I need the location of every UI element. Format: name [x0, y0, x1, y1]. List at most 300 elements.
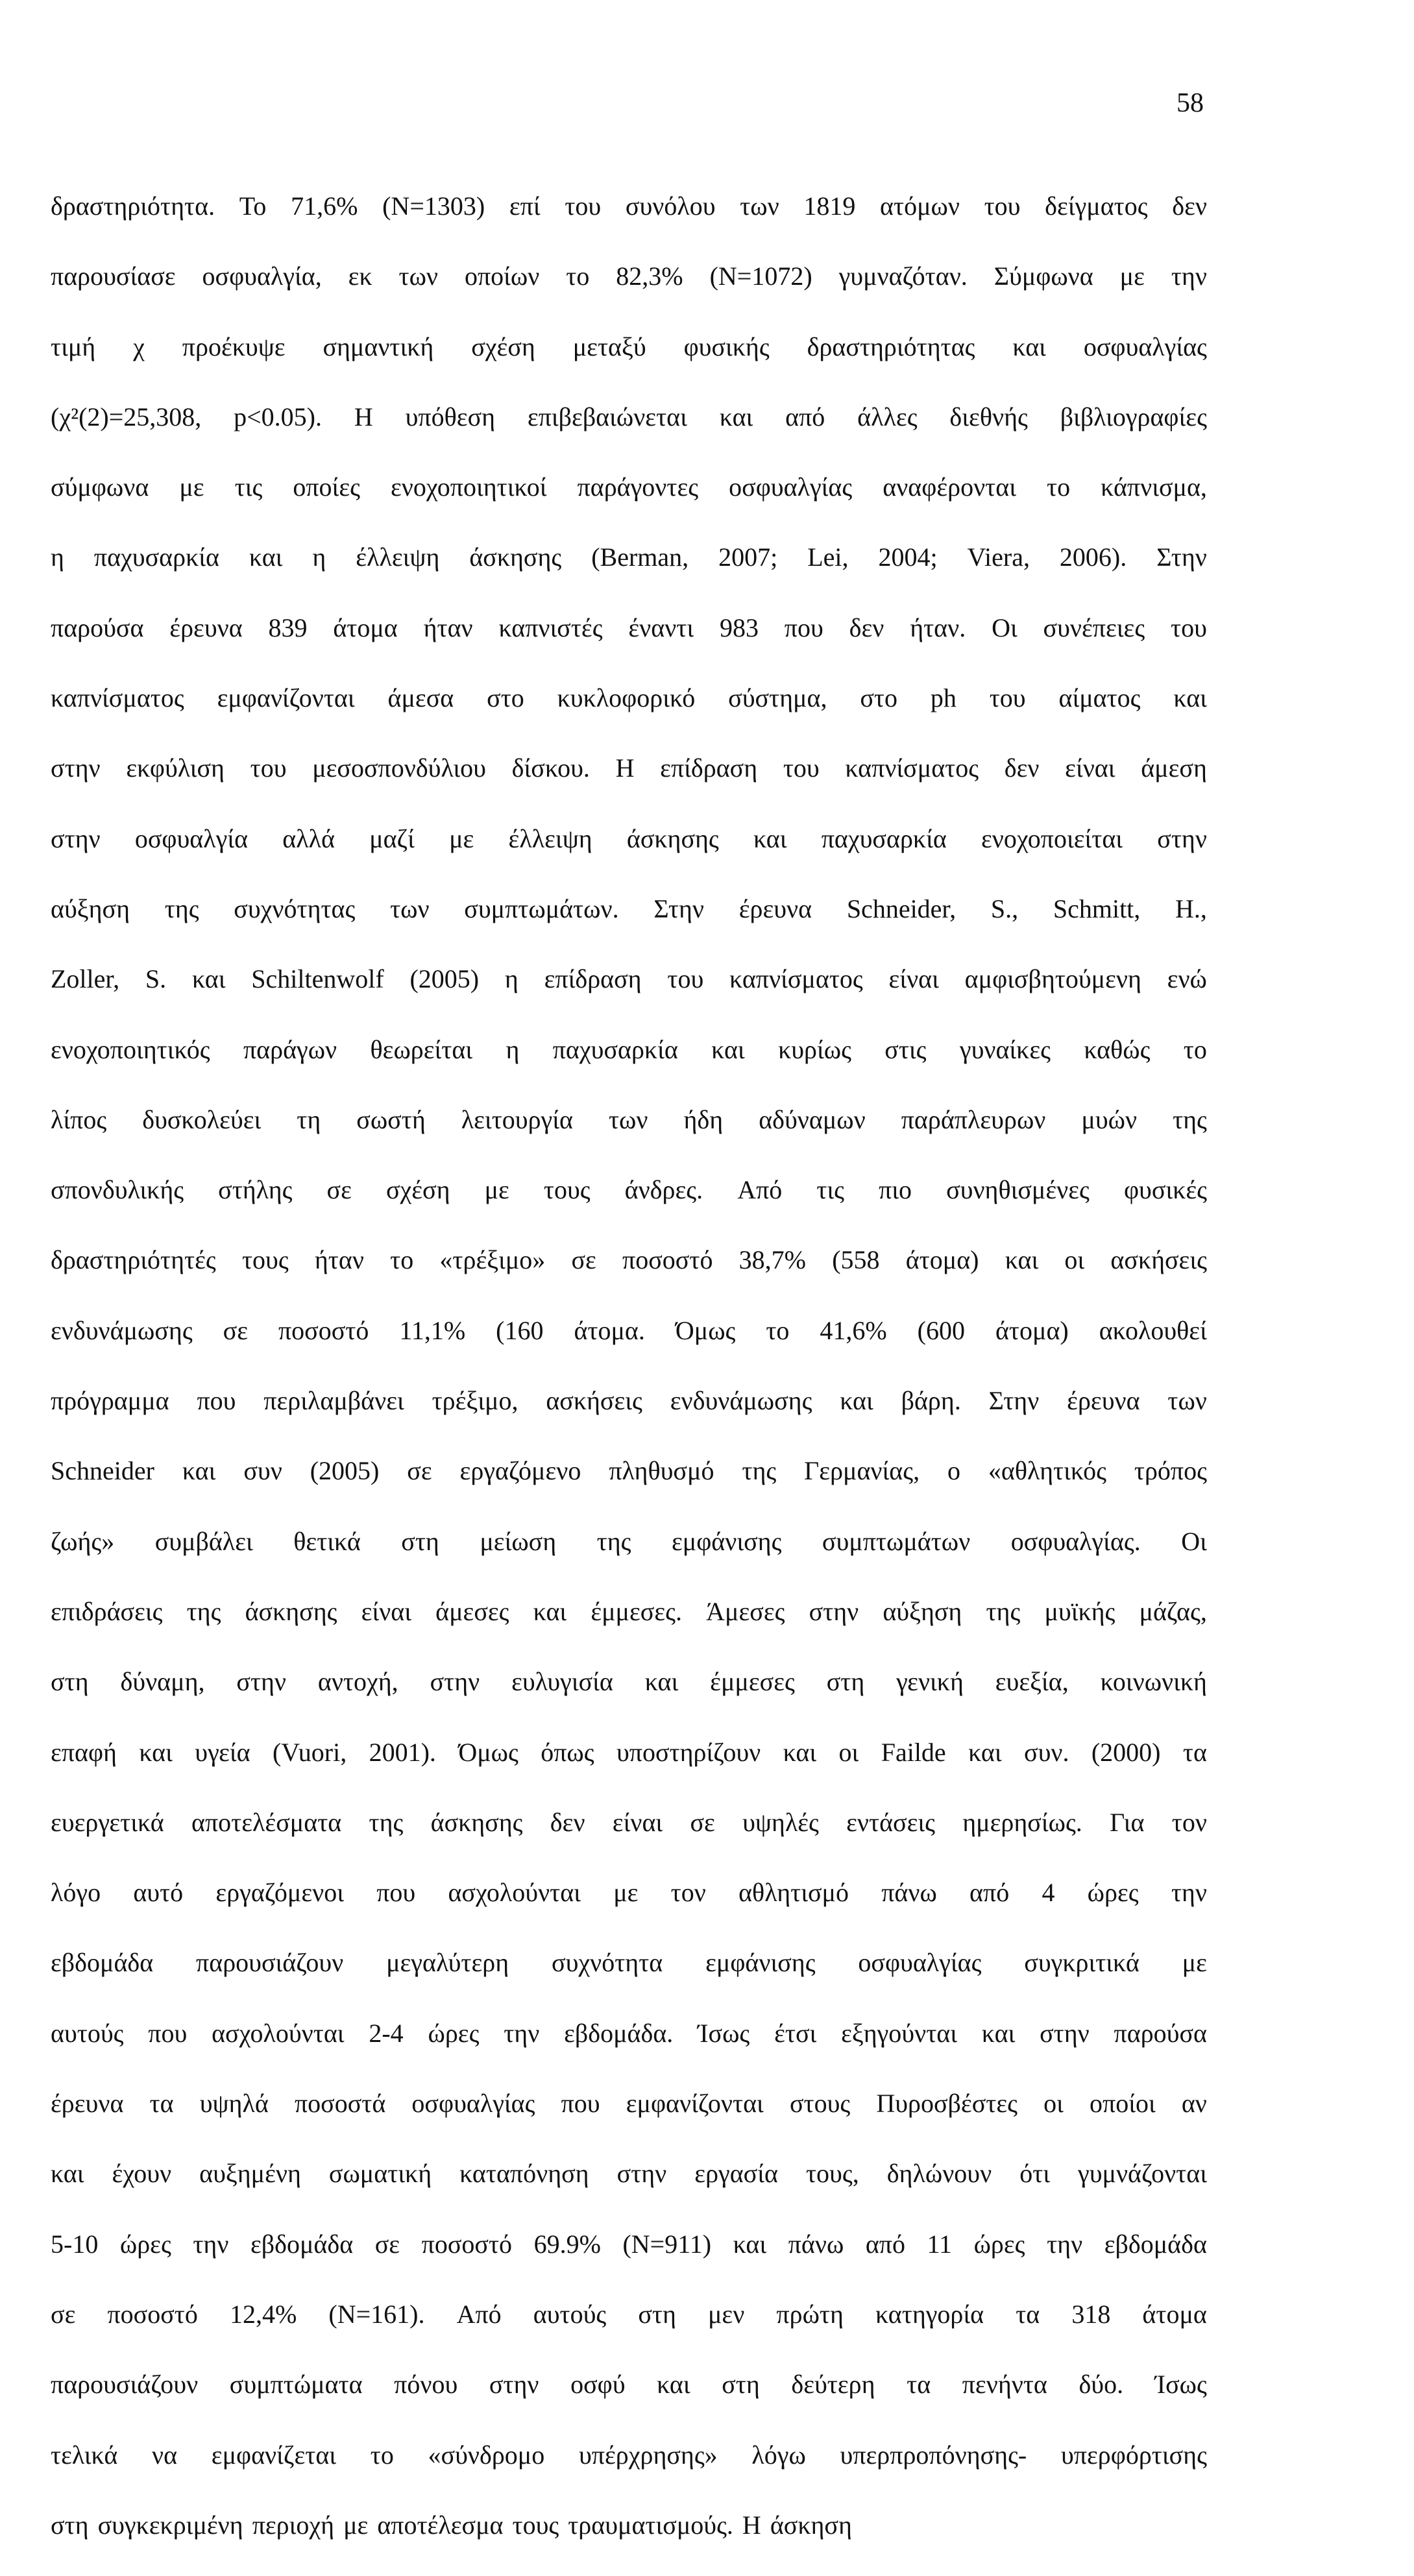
word: οσφύ: [570, 2370, 626, 2400]
word: έρευνα: [169, 613, 243, 642]
text-line: [51, 679, 1207, 749]
word: κατηγορία: [875, 2299, 984, 2329]
word: συν.: [1024, 1737, 1069, 1767]
word: ότι: [1019, 2159, 1051, 2189]
word: ph: [930, 683, 957, 713]
text-line: [51, 1381, 1207, 1452]
word: έρευνα: [1067, 1386, 1140, 1416]
word: Ίσως: [1154, 2370, 1207, 2400]
word: και: [711, 1034, 745, 1064]
word: τη: [297, 1104, 321, 1134]
word: συγκριτικά: [1024, 1948, 1140, 1978]
word: στην: [1157, 823, 1207, 853]
word: 2001).: [369, 1737, 436, 1767]
word: της: [1173, 1104, 1207, 1134]
word: 983: [719, 613, 759, 642]
word: των: [608, 1104, 648, 1134]
word: που: [148, 2018, 188, 2048]
word: οσφυαλγία: [134, 823, 249, 853]
word: συν: [243, 1456, 282, 1486]
word: αυτούς: [51, 2018, 124, 2048]
word: σε: [407, 1456, 432, 1486]
word: υψηλές: [742, 1807, 819, 1837]
word: αμφισβητούμενη: [964, 964, 1141, 994]
word: δηλώνουν: [886, 2159, 992, 2189]
word: παρουσιάζουν: [51, 2370, 199, 2400]
word: υψηλά: [199, 2089, 269, 2119]
word: η: [506, 1034, 520, 1064]
word: Schmitt,: [1053, 893, 1141, 923]
text-line: [51, 1662, 1207, 1732]
word: εκφύλιση: [126, 753, 225, 783]
word: το: [566, 261, 590, 291]
word: οσφυαλγίας.: [1010, 1526, 1141, 1556]
word: (Ν=1072): [709, 261, 812, 291]
word: «σύνδρομο: [428, 2440, 545, 2470]
word: του: [1171, 613, 1207, 642]
word: σημαντική: [323, 332, 434, 361]
word: σε: [223, 1315, 248, 1345]
word: «αθλητικός: [988, 1456, 1106, 1486]
word: στην: [236, 1667, 287, 1697]
word: και: [139, 1737, 173, 1767]
word: πενήντα: [962, 2370, 1047, 2400]
word: και: [249, 542, 283, 572]
word: κοινωνική: [1100, 1667, 1207, 1697]
word: είναι: [1065, 753, 1115, 783]
word: ποσοστό: [622, 1245, 713, 1275]
word: άσκησης: [245, 1596, 337, 1626]
word: 2-4: [369, 2018, 404, 2048]
word: ευεργετικά: [51, 1807, 164, 1837]
text-line: [51, 398, 1207, 468]
word: παρουσίασε: [51, 261, 176, 291]
word: στη: [722, 2370, 760, 2400]
word: οι: [1064, 1245, 1085, 1275]
text-line: [51, 257, 1207, 327]
word: πρώτη: [776, 2299, 844, 2329]
word: και: [981, 2018, 1016, 2048]
word: Όμως: [458, 1737, 518, 1767]
word: με: [343, 2510, 369, 2540]
word: Οι: [992, 613, 1018, 642]
word: στην: [51, 823, 101, 853]
text-line: [51, 187, 1207, 257]
word: με: [1182, 1948, 1207, 1978]
word: ευεξία,: [995, 1667, 1069, 1697]
word: ασχολούνται: [448, 1878, 581, 1908]
word: (2005): [310, 1456, 380, 1486]
word: παρούσα: [51, 613, 144, 642]
word: οσφυαλγία,: [202, 261, 322, 291]
word: κυκλοφορικό: [557, 683, 696, 713]
word: (558: [832, 1245, 880, 1275]
word: άτομα.: [574, 1315, 645, 1345]
word: καταπόνηση: [459, 2159, 589, 2189]
word: «τρέξιμο»: [439, 1245, 546, 1275]
text-line: [51, 2506, 1207, 2576]
word: παχυσαρκία: [821, 823, 947, 853]
word: μεσοσπονδύλιου: [312, 753, 486, 783]
word: 11: [927, 2229, 953, 2259]
word: σύστημα,: [728, 683, 827, 713]
text-line: [51, 749, 1207, 819]
word: αθλητισμό: [738, 1878, 849, 1908]
word: στην: [616, 2159, 667, 2189]
word: μεταξύ: [572, 332, 646, 361]
word: του: [783, 753, 820, 783]
word: Στην: [653, 893, 704, 923]
word: 4: [1042, 1878, 1055, 1908]
word: Όμως: [675, 1315, 736, 1345]
word: λίπος: [51, 1104, 107, 1134]
word: ώρες: [119, 2229, 171, 2259]
word: επίδραση: [660, 753, 758, 783]
word: παρουσιάζουν: [196, 1948, 344, 1978]
text-line: [51, 2365, 1207, 2435]
word: μεν: [707, 2299, 745, 2329]
word: θετικά: [293, 1526, 361, 1556]
word: στην: [430, 1667, 480, 1697]
word: ημερησίως.: [962, 1807, 1082, 1837]
word: (Berman,: [591, 542, 689, 572]
word: γυμνάζονται: [1078, 2159, 1207, 2189]
word: τον: [670, 1878, 706, 1908]
word: δεν: [1172, 191, 1207, 221]
word: στη: [51, 1667, 89, 1697]
word: και: [533, 1596, 567, 1626]
word: άμεση: [1141, 753, 1207, 783]
word: Ίσως: [698, 2018, 750, 2048]
word: και: [783, 1737, 817, 1767]
word: αντοχή,: [317, 1667, 398, 1697]
word: δύναμη,: [120, 1667, 205, 1697]
word: ενοχοποιείται: [981, 823, 1123, 853]
text-line: [51, 2225, 1207, 2295]
word: 318: [1071, 2299, 1111, 2329]
word: στην: [809, 1596, 859, 1626]
text-line: [51, 1030, 1207, 1100]
word: συνόλου: [625, 191, 716, 221]
word: 2004;: [878, 542, 938, 572]
word: S.,: [990, 893, 1019, 923]
text-line: [51, 2014, 1207, 2084]
word: που: [197, 1386, 236, 1416]
word: (χ²(2)=25,308,: [51, 402, 202, 431]
word: των: [398, 261, 439, 291]
word: δεν: [550, 1807, 585, 1837]
word: αποτέλεσμα: [377, 2510, 504, 2540]
word: με: [1119, 261, 1145, 291]
word: συμπτωμάτων.: [464, 893, 619, 923]
word: εμφανίζεται: [211, 2440, 337, 2470]
word: υπόθεση: [405, 402, 496, 431]
word: εβδομάδα: [250, 2229, 354, 2259]
word: (Ν=161).: [328, 2299, 425, 2329]
word: αυτούς: [533, 2299, 607, 2329]
word: Η: [354, 402, 373, 431]
word: συμπτώματα: [229, 2370, 363, 2400]
word: καπνίσματος: [729, 964, 863, 994]
word: μαζί: [369, 823, 415, 853]
word: σχέση: [471, 332, 535, 361]
word: με: [613, 1878, 639, 1908]
word: σε: [326, 1175, 352, 1205]
word: (2000): [1091, 1737, 1161, 1767]
word: του: [989, 683, 1026, 713]
word: προέκυψε: [182, 332, 286, 361]
word: την: [1047, 2229, 1083, 2259]
word: άλλες: [857, 402, 918, 431]
word: άνδρες.: [624, 1175, 703, 1205]
word: της: [742, 1456, 777, 1486]
word: υπερπροπόνησης-: [840, 2440, 1027, 2470]
word: λόγο: [51, 1878, 101, 1908]
word: και: [719, 402, 753, 431]
word: σύμφωνα: [51, 472, 149, 502]
word: 12,4%: [229, 2299, 297, 2329]
word: εργαζόμενο: [459, 1456, 581, 1486]
word: αίματος: [1058, 683, 1141, 713]
word: μυών: [1081, 1104, 1138, 1134]
word: πληθυσμό: [609, 1456, 714, 1486]
word: αναφέρονται: [883, 472, 1016, 502]
word: γενική: [896, 1667, 964, 1697]
word: και: [753, 823, 787, 853]
word: οι: [838, 1737, 859, 1767]
word: τραυματισμούς.: [568, 2510, 733, 2540]
word: Το: [239, 191, 267, 221]
word: 839: [268, 613, 308, 642]
word: έλλειψη: [508, 823, 592, 853]
word: υγεία: [195, 1737, 250, 1767]
word: έρευνα: [738, 893, 812, 923]
word: κάπνισμα,: [1101, 472, 1207, 502]
word: του: [250, 753, 287, 783]
word: μείωση: [480, 1526, 557, 1556]
word: φυσικής: [683, 332, 770, 361]
word: είναι: [888, 964, 939, 994]
word: ασκήσεις: [1110, 1245, 1207, 1275]
word: στην: [489, 2370, 539, 2400]
word: την: [193, 2229, 229, 2259]
word: συμπτωμάτων: [822, 1526, 971, 1556]
text-line: [51, 468, 1207, 538]
word: επιδράσεις: [51, 1596, 163, 1626]
word: άμεσα: [387, 683, 454, 713]
text-line: [51, 1171, 1207, 1241]
word: λειτουργία: [461, 1104, 573, 1134]
word: του: [565, 191, 602, 221]
word: από: [969, 1878, 1010, 1908]
text-line: [51, 1522, 1207, 1592]
word: φυσικές: [1123, 1175, 1207, 1205]
word: και: [191, 964, 226, 994]
word: Από: [456, 2299, 502, 2329]
word: που: [784, 613, 823, 642]
text-line: [51, 1241, 1207, 1311]
word: το: [370, 2440, 394, 2470]
word: δεν: [1004, 753, 1040, 783]
word: αποτελέσματα: [191, 1807, 342, 1837]
word: αλλά: [282, 823, 335, 853]
word: από: [865, 2229, 905, 2259]
word: παράγοντες: [577, 472, 699, 502]
text-line: [51, 1943, 1207, 2013]
word: και: [968, 1737, 1002, 1767]
word: τα: [1016, 2299, 1040, 2329]
word: Πυροσβέστες: [876, 2089, 1018, 2119]
word: άτομα: [333, 613, 398, 642]
word: 1819: [803, 191, 856, 221]
text-line: [51, 1452, 1207, 1522]
word: (160: [496, 1315, 544, 1345]
word: τις: [234, 472, 263, 502]
word: Στην: [1156, 542, 1207, 572]
word: ενδυνάμωσης: [670, 1386, 812, 1416]
word: υπέρχρησης»: [578, 2440, 718, 2470]
word: τιμή: [51, 332, 96, 361]
word: εργαζόμενοι: [215, 1878, 344, 1908]
word: 11,1%: [399, 1315, 466, 1345]
word: στην: [51, 753, 101, 783]
word: και: [733, 2229, 767, 2259]
word: δύο.: [1079, 2370, 1124, 2400]
word: συνέπειες: [1043, 613, 1145, 642]
word: δείγματος: [1045, 191, 1148, 221]
word: τους: [543, 1175, 591, 1205]
text-line: [51, 2154, 1207, 2224]
word: αυτό: [133, 1878, 184, 1908]
word: που: [376, 1878, 416, 1908]
word: συνηθισμένες: [946, 1175, 1090, 1205]
word: H.,: [1175, 893, 1207, 923]
word: Η: [615, 753, 635, 783]
word: άσκηση: [770, 2510, 852, 2540]
word: με: [449, 823, 474, 853]
word: έρευνα: [51, 2089, 124, 2119]
word: 38,7%: [738, 1245, 806, 1275]
word: λόγω: [751, 2440, 806, 2470]
word: σωματική: [328, 2159, 432, 2189]
word: επιβεβαιώνεται: [527, 402, 687, 431]
word: πρόγραμμα: [51, 1386, 169, 1416]
word: εβδομάδα: [51, 1948, 154, 1978]
word: των: [1167, 1386, 1207, 1416]
word: Schiltenwolf: [251, 964, 384, 994]
word: αυξημένη: [199, 2159, 301, 2189]
word: και: [840, 1386, 873, 1416]
word: p<0.05).: [234, 402, 323, 431]
word: δραστηριότητας: [807, 332, 975, 361]
word: έμμεσες.: [591, 1596, 682, 1626]
word: οσφυαλγίας: [1083, 332, 1207, 361]
text-line: [51, 1592, 1207, 1662]
word: του: [667, 964, 704, 994]
word: ποσοστά: [294, 2089, 386, 2119]
word: υποστηρίζουν: [616, 1737, 761, 1767]
word: της: [596, 1526, 631, 1556]
word: και: [51, 2159, 84, 2189]
word: γυμναζόταν.: [838, 261, 968, 291]
word: εμφάνισης: [671, 1526, 782, 1556]
word: S.: [145, 964, 167, 994]
word: 2007;: [718, 542, 778, 572]
word: το: [390, 1245, 414, 1275]
word: στους: [789, 2089, 851, 2119]
word: (2005): [409, 964, 480, 994]
word: μυϊκής: [1044, 1596, 1115, 1626]
word: βάρη.: [901, 1386, 961, 1416]
word: η: [312, 542, 326, 572]
word: βιβλιογραφίες: [1060, 402, 1207, 431]
word: άτομα: [1142, 2299, 1207, 2329]
word: την: [1171, 261, 1207, 291]
word: καπνιστές: [498, 613, 603, 642]
word: οσφυαλγίας: [858, 1948, 982, 1978]
word: παρούσα: [1114, 2018, 1207, 2048]
word: ακολουθεί: [1099, 1315, 1207, 1345]
word: κυρίως: [778, 1034, 851, 1064]
word: η: [504, 964, 518, 994]
word: τα: [1182, 1737, 1207, 1767]
word: αν: [1181, 2089, 1207, 2119]
word: και: [1173, 683, 1207, 713]
word: ο: [947, 1456, 960, 1486]
word: οποίων: [464, 261, 540, 291]
word: Οι: [1181, 1526, 1207, 1556]
word: παράγων: [243, 1034, 337, 1064]
word: αδύναμων: [759, 1104, 866, 1134]
text-line: [51, 2295, 1207, 2365]
word: εντάσεις: [846, 1807, 935, 1837]
word: εβδομάδα.: [564, 2018, 674, 2048]
word: ποσοστό: [278, 1315, 369, 1345]
word: περιλαμβάνει: [263, 1386, 404, 1416]
word: ενοχοποιητικοί: [391, 472, 547, 502]
word: πάνω: [881, 1878, 937, 1908]
word: Για: [1110, 1807, 1145, 1837]
word: καπνίσματος: [51, 683, 184, 713]
word: συμβάλει: [154, 1526, 253, 1556]
word: 69.9%: [533, 2229, 601, 2259]
text-line: [51, 609, 1207, 679]
word: στην: [1040, 2018, 1090, 2048]
word: δεύτερη: [791, 2370, 875, 2400]
text-line: [51, 890, 1207, 960]
word: ζωής»: [51, 1526, 115, 1556]
word: Lei,: [807, 542, 849, 572]
word: ποσοστό: [107, 2299, 198, 2329]
word: της: [186, 1596, 221, 1626]
word: σε: [690, 1807, 715, 1837]
word: εμφανίζονται: [626, 2089, 764, 2119]
word: τους,: [805, 2159, 859, 2189]
word: τελικά: [51, 2440, 118, 2470]
word: παράπλευρων: [901, 1104, 1046, 1134]
word: χ: [133, 332, 145, 361]
word: στη: [826, 1667, 865, 1697]
word: καπνίσματος: [845, 753, 979, 783]
word: συγκεκριμένη: [97, 2510, 243, 2540]
word: Σύμφωνα: [993, 261, 1093, 291]
word: Failde: [881, 1737, 946, 1767]
word: εμφάνισης: [705, 1948, 816, 1978]
text-line: [51, 1733, 1207, 1803]
word: υπερφόρτισης: [1060, 2440, 1207, 2470]
word: το: [1047, 472, 1071, 502]
word: της: [986, 1596, 1021, 1626]
